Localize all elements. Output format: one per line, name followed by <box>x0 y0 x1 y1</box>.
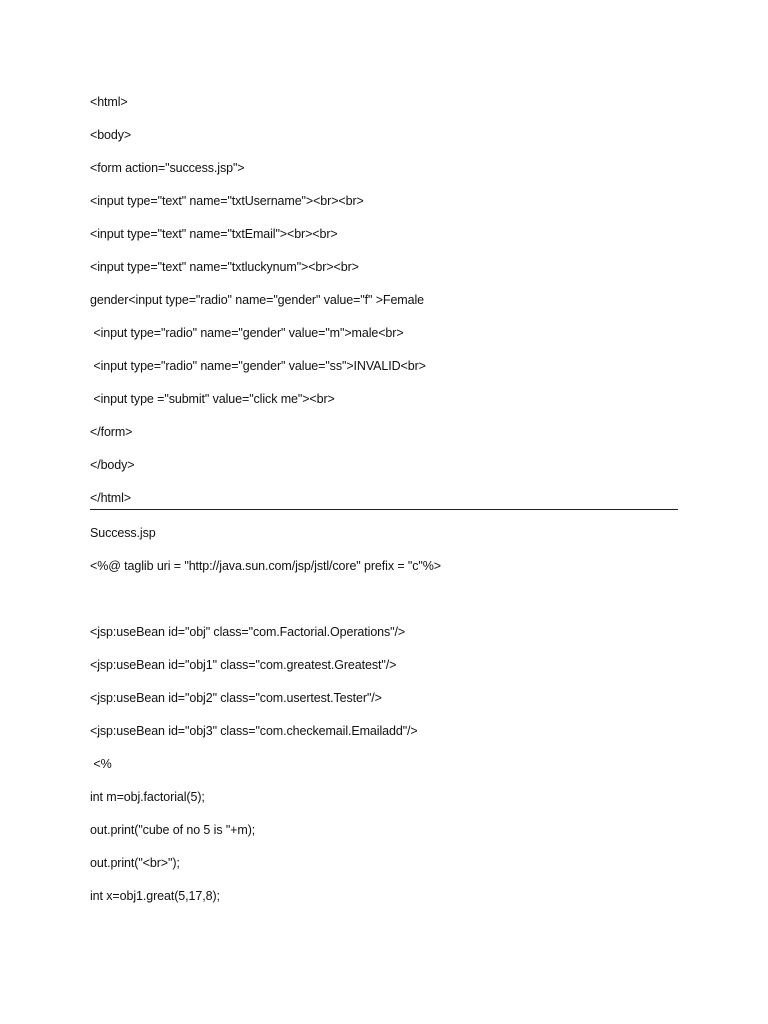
code-line: <jsp:useBean id="obj3" class="com.checkemail.Emailadd"/> <box>90 724 418 738</box>
code-line: <jsp:useBean id="obj1" class="com.greatest.Greatest"/> <box>90 658 397 672</box>
code-line: </form> <box>90 425 133 439</box>
code-line: out.print("cube of no 5 is "+m); <box>90 823 256 837</box>
code-line: <input type="radio" name="gender" value="ss">INVALID<br> <box>90 359 426 373</box>
code-line: <input type="radio" name="gender" value="m">male<br> <box>90 326 404 340</box>
section-heading: Success.jsp <box>90 526 156 540</box>
code-line: <% <box>90 757 112 771</box>
code-line: </body> <box>90 458 135 472</box>
code-line: int m=obj.factorial(5); <box>90 790 205 804</box>
code-line: <body> <box>90 128 132 142</box>
code-line: <input type="text" name="txtEmail"><br><br> <box>90 227 338 241</box>
code-line: <jsp:useBean id="obj" class="com.Factorial.Operations"/> <box>90 625 406 639</box>
code-line: <%@ taglib uri = "http://java.sun.com/jsp/jstl/core" prefix = "c"%> <box>90 559 441 573</box>
code-line: <form action="success.jsp"> <box>90 161 245 175</box>
code-line: gender<input type="radio" name="gender" value="f" >Female <box>90 293 424 307</box>
code-line: <html> <box>90 95 128 109</box>
code-line: <jsp:useBean id="obj2" class="com.usertest.Tester"/> <box>90 691 382 705</box>
code-line: out.print("<br>"); <box>90 856 180 870</box>
code-line: <input type="text" name="txtluckynum"><br><br> <box>90 260 359 274</box>
code-line: <input type="text" name="txtUsername"><br><br> <box>90 194 364 208</box>
code-line: <input type ="submit" value="click me"><br> <box>90 392 335 406</box>
code-line: int x=obj1.great(5,17,8); <box>90 889 220 903</box>
code-line: </html> <box>90 491 131 505</box>
section-divider <box>90 509 678 510</box>
